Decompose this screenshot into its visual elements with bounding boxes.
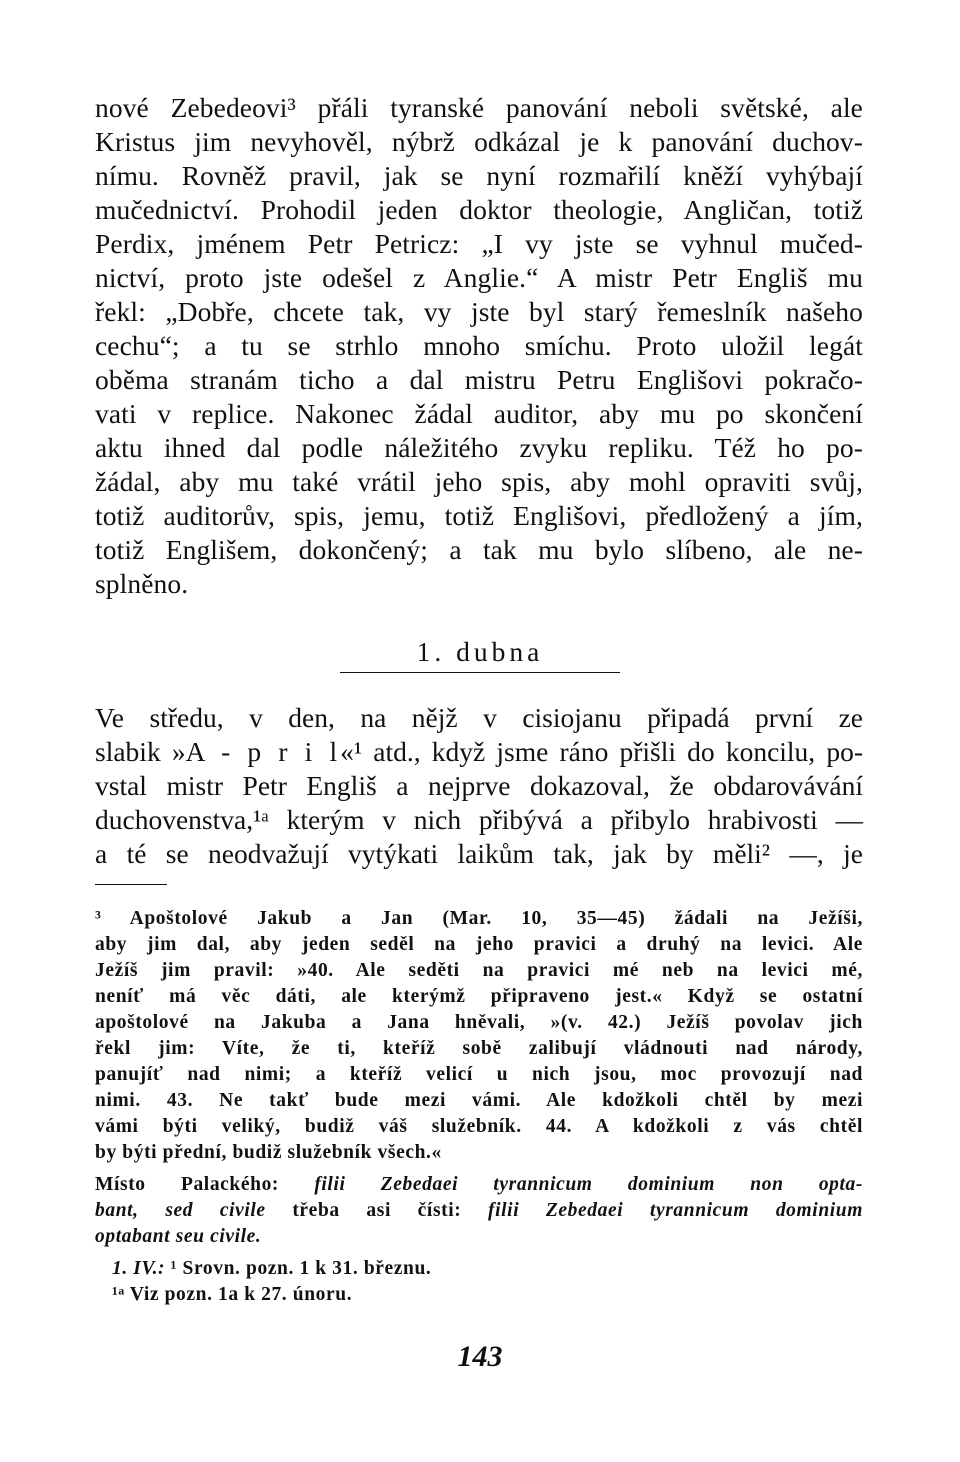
text-fragment: slabik » bbox=[95, 736, 186, 767]
footnote-line bbox=[95, 1172, 863, 1198]
footnote-line: vámi býti veliký, budiž váš služebník. 44. A kdožkoli z vás chtěl bbox=[95, 1116, 863, 1137]
text-line: splněno. bbox=[95, 568, 189, 599]
page-number: 143 bbox=[457, 1340, 503, 1373]
text-line: Kristus jim nevyhověl, nýbrž odkázal je k panování duchov- bbox=[95, 126, 863, 157]
text-line: nímu. Rovněž pravil, jak se nyní rozmařilí kněží vyhýbají bbox=[95, 160, 863, 191]
text-line: duchovenstva,¹ᵃ kterým v nich přibývá a přibylo hrabivosti — bbox=[95, 804, 863, 835]
text-line: cechu“; a tu se strhlo mnoho smíchu. Proto uložil legát bbox=[95, 330, 863, 361]
text-line bbox=[95, 736, 863, 768]
footnote-rule bbox=[95, 884, 167, 885]
latin-quote: bant, sed civile bbox=[95, 1200, 266, 1221]
text-fragment: třeba asi čísti: bbox=[265, 1200, 489, 1221]
text-line: oběma stranám ticho a dal mistru Petru Englišovi pokračo- bbox=[95, 364, 863, 395]
text-line: aktu ihned dal podle náležitého zvyku repliku. Též ho po- bbox=[95, 432, 863, 463]
footnote-line bbox=[95, 1198, 863, 1224]
text-line: a té se neodvažují vytýkati laikům tak, jak by měli² —, je bbox=[95, 838, 863, 869]
date-heading: 1. dubna bbox=[416, 636, 544, 667]
footnote-line: Ježíš jim pravil: »40. Ale seděti na pravici mé neb na levici mé, bbox=[95, 960, 863, 981]
footnote-line: aby jim dal, aby jeden seděl na jeho pravici a druhý na levici. Ale bbox=[95, 934, 863, 955]
text-fragment: Místo Palackého: bbox=[95, 1174, 315, 1195]
text-line: řekl: „Dobře, chcete tak, vy jste byl starý řemeslník našeho bbox=[95, 296, 863, 327]
footnote-line bbox=[95, 1224, 863, 1250]
latin-quote: optabant seu civile. bbox=[95, 1226, 262, 1247]
text-line: Ve středu, v den, na nějž v cisiojanu připadá první ze bbox=[95, 702, 863, 733]
footnote-line: nimi. 43. Ne takť bude mezi vámi. Ale kdožkoli chtěl by mezi bbox=[95, 1090, 863, 1111]
footnote-line: ¹ᵃ Viz pozn. 1a k 27. únoru. bbox=[112, 1284, 353, 1305]
footnote-line bbox=[112, 1256, 431, 1282]
text-line: nové Zebedeovi³ přáli tyranské panování neboli světské, ale bbox=[95, 92, 863, 123]
text-line: vati v replice. Nakonec žádal auditor, aby mu po skončení bbox=[95, 398, 863, 429]
footnote-line: ³ Apoštolové Jakub a Jan (Mar. 10, 35—45) žádali na Ježíši, bbox=[95, 908, 863, 929]
footnote-line: řekl jim: Víte, že ti, kteříž sobě zalibují vládnouti nad národy, bbox=[95, 1038, 863, 1059]
text-fragment: «¹ atd., když jsme ráno přišli do koncilu, po- bbox=[340, 736, 863, 767]
spaced-word: A - p r i l bbox=[185, 736, 341, 767]
footnote-line: apoštolové na Jakuba a Jana hněvali, »(v. 42.) Ježíš povolav jich bbox=[95, 1012, 863, 1033]
footnote-line: neníť má věc dáti, ale kterýmž připraveno jest.« Když se ostatní bbox=[95, 986, 863, 1007]
text-fragment: ¹ Srovn. pozn. 1 k 31. březnu. bbox=[165, 1258, 432, 1279]
latin-quote: filii Zebedaei tyrannicum dominium bbox=[488, 1200, 863, 1221]
text-line: Perdix, jménem Petr Petricz: „I vy jste se vyhnul mučed- bbox=[95, 228, 863, 259]
text-line: žádal, aby mu také vrátil jeho spis, aby mohl opraviti svůj, bbox=[95, 466, 863, 497]
heading-rule bbox=[340, 672, 620, 673]
text-line: totiž auditorův, spis, jemu, totiž Englišovi, předložený a jím, bbox=[95, 500, 863, 531]
footnote-line: panujíť nad nimi; a kteříž velicí u nich jsou, moc provozují nad bbox=[95, 1064, 863, 1085]
latin-quote: filii Zebedaei tyrannicum dominium non opta- bbox=[314, 1174, 863, 1195]
text-line: vstal mistr Petr Engliš a nejprve dokazoval, že obdarovávání bbox=[95, 770, 863, 801]
footnote-label: 1. IV.: bbox=[112, 1258, 166, 1279]
text-line: totiž Englišem, dokončený; a tak mu bylo slíbeno, ale ne- bbox=[95, 534, 863, 565]
footnote-line: by býti přední, budiž služebník všech.« bbox=[95, 1142, 442, 1163]
text-line: mučednictví. Prohodil jeden doktor theologie, Angličan, totiž bbox=[95, 194, 863, 225]
text-line: nictví, proto jste odešel z Anglie.“ A mistr Petr Engliš mu bbox=[95, 262, 863, 293]
